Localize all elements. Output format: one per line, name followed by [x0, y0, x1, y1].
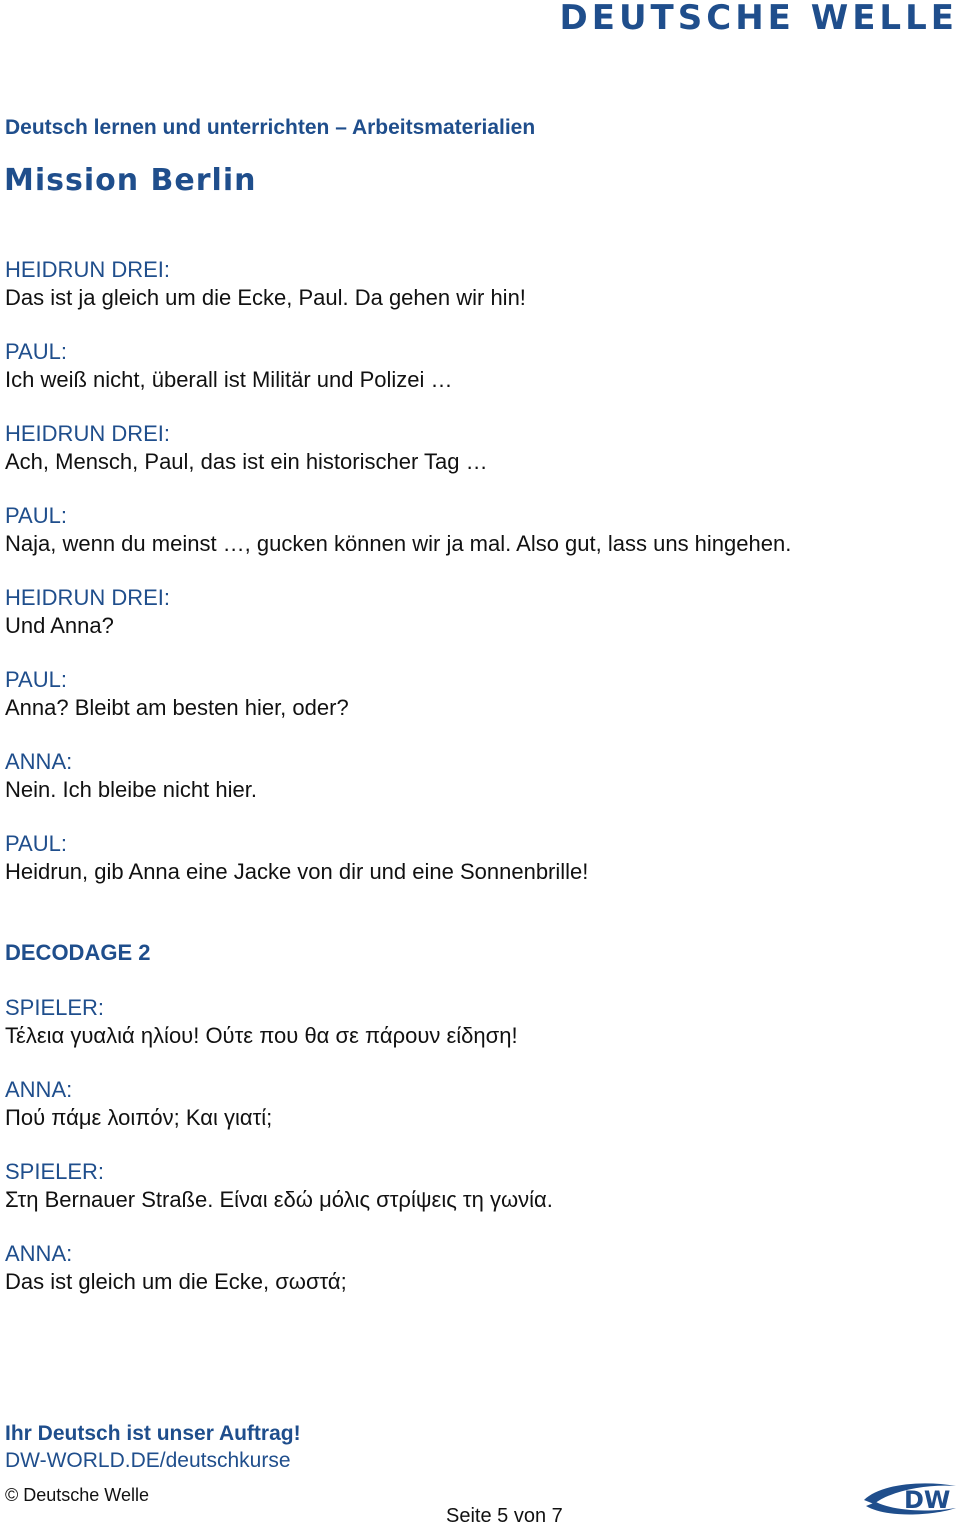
dialogue-line: Ach, Mensch, Paul, das ist ein historischer Tag … [5, 449, 488, 474]
speaker-label: SPIELER: [5, 995, 105, 1020]
decodage-heading: DECODAGE 2 [5, 940, 151, 965]
decodage-block [5, 1158, 945, 1240]
footer-url: DW-WORLD.DE/deutschkurse [5, 1449, 291, 1472]
decodage-line: Πού πάμε λοιπόν; Και γιατί; [5, 1105, 273, 1130]
speaker-label: ANNA: [5, 1241, 73, 1266]
dialogue-line: Das ist ja gleich um die Ecke, Paul. Da gehen wir hin! [5, 285, 526, 310]
dialogue-block [5, 420, 945, 502]
decodage-block [5, 994, 945, 1076]
speaker-label: ANNA: [5, 1077, 73, 1102]
dialogue-block [5, 502, 945, 584]
speaker-label: SPIELER: [5, 1159, 105, 1184]
dialogue-line: Ich weiß nicht, überall ist Militär und Polizei … [5, 367, 453, 392]
dialogue-line: Anna? Bleibt am besten hier, oder? [5, 695, 349, 720]
speaker-label: HEIDRUN DREI: [5, 257, 171, 282]
dialogue-block [5, 584, 945, 666]
footer-copyright: © Deutsche Welle [5, 1485, 149, 1505]
footer-tagline: Ihr Deutsch ist unser Auftrag! [5, 1422, 301, 1445]
decodage-block [5, 1240, 945, 1322]
dialogue-line: Und Anna? [5, 613, 114, 638]
dialogue-block [5, 338, 945, 420]
dialogue-block [5, 830, 945, 912]
dialogue-block [5, 666, 945, 748]
page-title: Mission Berlin [4, 163, 257, 198]
series-heading: Deutsch lernen und unterrichten – Arbeitsmaterialien [5, 116, 536, 139]
decodage-block [5, 1076, 945, 1158]
decodage-line: Τέλεια γυαλιά ηλίου! Ούτε που θα σε πάρουν είδηση! [5, 1023, 518, 1048]
speaker-label: PAUL: [5, 339, 67, 364]
dialogue-line: Naja, wenn du meinst …, gucken können wir ja mal. Also gut, lass uns hingehen. [5, 531, 792, 556]
dialogue-content [5, 256, 945, 1322]
dialogue-line: Heidrun, gib Anna eine Jacke von dir und eine Sonnenbrille! [5, 859, 589, 884]
speaker-label: HEIDRUN DREI: [5, 585, 171, 610]
section-spacer [5, 912, 945, 939]
dialogue-line: Nein. Ich bleibe nicht hier. [5, 777, 257, 802]
speaker-label: PAUL: [5, 503, 67, 528]
decodage-line: Στη Bernauer Straße. Είναι εδώ μόλις στρίψεις τη γωνία. [5, 1187, 553, 1212]
speaker-label: PAUL: [5, 667, 67, 692]
page-number: Seite 5 von 7 [446, 1505, 563, 1527]
dw-logo-icon [862, 1478, 958, 1518]
speaker-label: PAUL: [5, 831, 67, 856]
dw-logo-text: DW [904, 1486, 951, 1514]
brand-wordmark: DEUTSCHE WELLE [559, 0, 958, 38]
speaker-label: HEIDRUN DREI: [5, 421, 171, 446]
speaker-label: ANNA: [5, 749, 73, 774]
dialogue-block [5, 748, 945, 830]
dialogue-block [5, 256, 945, 338]
decodage-line: Das ist gleich um die Ecke, σωστά; [5, 1269, 347, 1294]
